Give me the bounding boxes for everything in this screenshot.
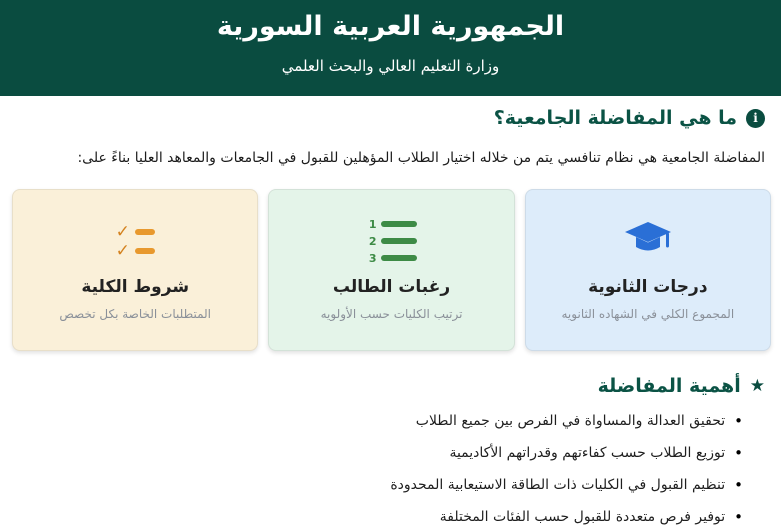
list-item-text: توفير فرص متعددة للقبول حسب الفئات المختلفة [439,509,726,525]
bullet-icon: • [734,444,743,462]
list-item-text: تحقيق العدالة والمساواة في الفرص بين جميع الطلاب [415,413,726,429]
list-bar [381,238,417,244]
country-title: الجمهورية العربية السورية [216,11,565,42]
importance-list [0,412,781,527]
importance-heading-text: أهمية المفاضلة [597,375,741,397]
list-item [16,444,743,463]
card-college-conditions[interactable] [12,189,258,351]
check-glyph: ✓ [115,240,130,261]
ministry-subtitle: وزارة التعليم العالي والبحث العلمي [281,57,500,75]
star-icon: ★ [749,375,765,396]
list-bar [381,255,417,261]
card-subtitle: المتطلبات الخاصة بكل تخصص [59,307,211,321]
criteria-cards-row [12,189,771,351]
card-title: رغبات الطالب [332,277,451,297]
graduation-cap-icon [526,215,770,267]
what-is-heading-text: ما هي المفاضلة الجامعية؟ [493,107,737,129]
list-item [16,508,743,527]
list-bar [381,221,417,227]
card-student-preferences[interactable] [268,189,514,351]
card-title: شروط الكلية [81,277,190,297]
bullet-icon: • [734,412,743,430]
checklist-icon [13,215,257,267]
intro-description: المفاضلة الجامعية هي نظام تنافسي يتم من خلاله اختيار الطلاب المؤهلين للقبول في الجامعات والمعاهد العليا بناءً على: [77,150,765,166]
card-title: درجات الثانوية [588,277,708,297]
bullet-icon: • [734,476,743,494]
list-number: 1 [368,217,377,231]
importance-section-heading [0,375,781,397]
card-subtitle: ترتيب الكليات حسب الأولويه [320,307,463,321]
list-item-text: توزيع الطلاب حسب كفاءتهم وقدراتهم الأكاديمية [449,445,726,461]
list-item [16,412,743,431]
list-item [16,476,743,495]
main-content [0,107,781,527]
page-header [0,0,781,96]
card-secondary-grades[interactable] [525,189,771,351]
bullet-icon: • [734,508,743,526]
check-bar [135,229,155,235]
list-number: 2 [368,234,377,248]
list-item-text: تنظيم القبول في الكليات ذات الطاقة الاستيعابية المحدودة [390,477,726,493]
what-is-section-heading [0,107,781,129]
list-number: 3 [368,251,377,265]
card-subtitle: المجموع الكلي في الشهاده الثانويه [561,307,735,321]
check-glyph: ✓ [115,221,130,242]
info-icon: i [746,109,765,128]
numbered-list-icon [269,215,513,267]
check-bar [135,248,155,254]
